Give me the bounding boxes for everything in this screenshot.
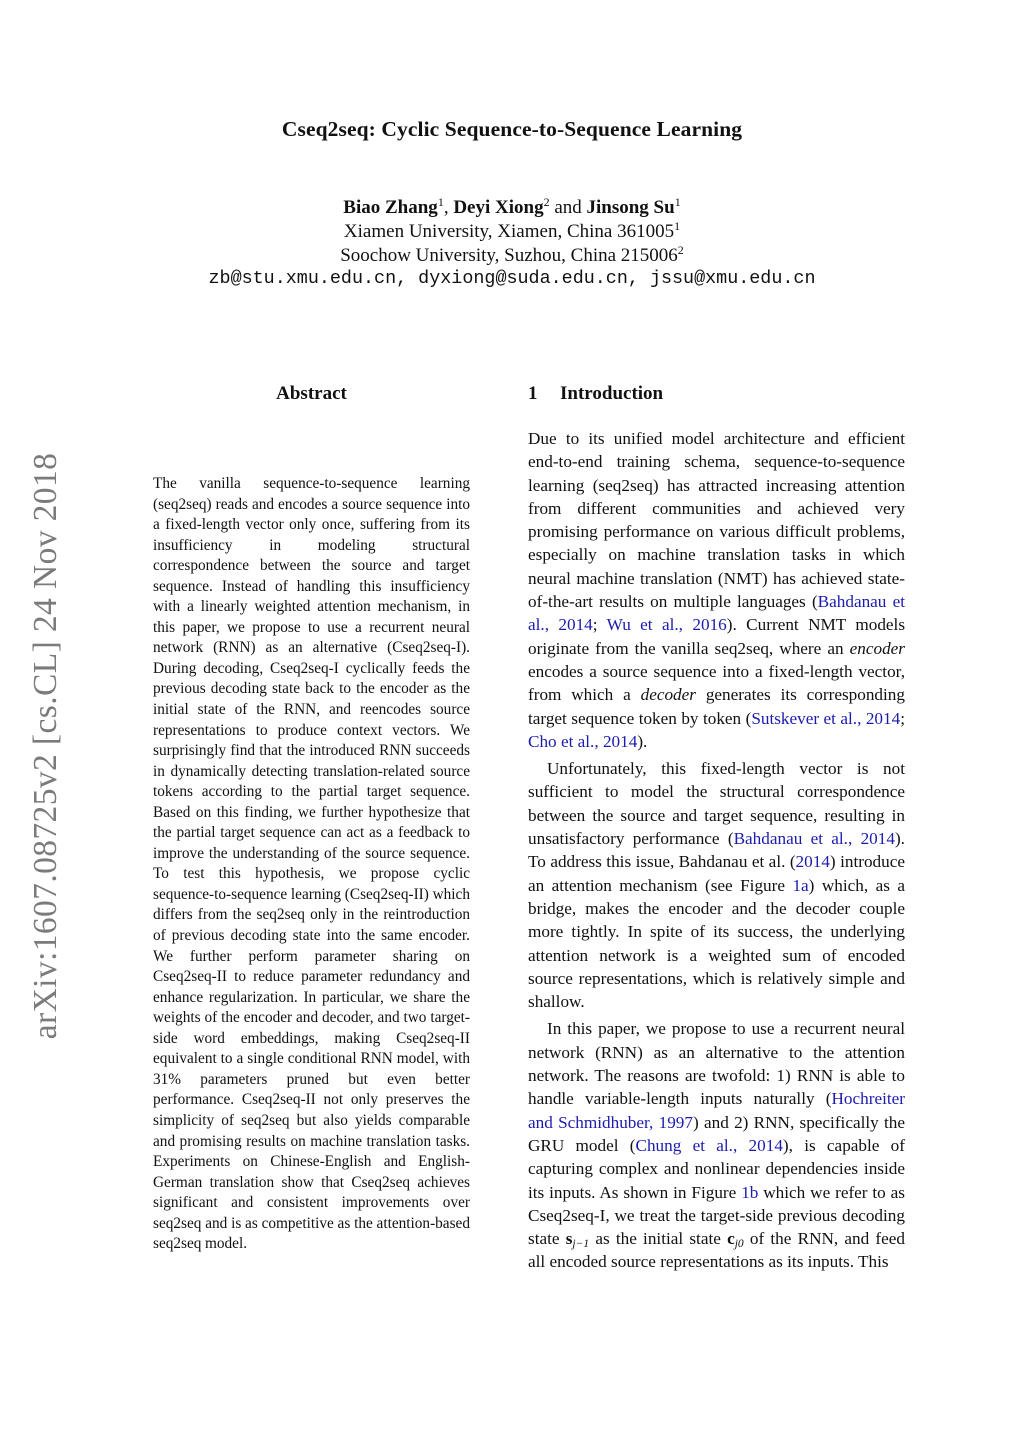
affiliation-mark: 2 bbox=[543, 195, 550, 209]
citation-link[interactable]: Bahdanau et al., 2014 bbox=[528, 592, 905, 635]
figure-link[interactable]: 1b bbox=[741, 1182, 759, 1202]
citation-link[interactable]: Chung et al., 2014 bbox=[635, 1135, 783, 1155]
arxiv-identifier-stamp: arXiv:1607.08725v2 [cs.CL] 24 Nov 2018 bbox=[27, 452, 64, 1040]
math-subscript: j−1 bbox=[572, 1238, 590, 1251]
text-run: encodes a source sequence into a fixed-length vector, from which a bbox=[528, 661, 905, 705]
text-run: ). bbox=[637, 731, 648, 751]
abstract-body: The vanilla sequence-to-sequence learning (seq2seq) reads and encodes a source sequence into a fixed-length vector only once, suffering from its insufficiency in modeling structural correspondence between the source and target sequence. Instead of handling this insufficiency with a linearly weighted attention mechanism, in this paper, we propose to use a recurrent neural network (RNN) as an alternative (Cseq2seq-I). During decoding, Cseq2seq-I cyclically feeds the previous decoding state back to the encoder as the initial state of the RNN, and reencodes source representations to produce context vectors. We surprisingly find that the introduced RNN succeeds in dynamically detecting translation-related source tokens according to the partial target sequence. Based on this finding, we further hypothesize that the partial target sequence can act as a feedback to improve the understanding of the source sequence. To test this hypothesis, we propose cyclic sequence-to-sequence learning (Cseq2seq-II) which differs from the seq2seq only in the reintroduction of previous decoding state into the same encoder. We further perform parameter sharing on Cseq2seq-II to reduce parameter redundancy and enhance regularization. In particular, we share the weights of the encoder and decoder, and two target-side word embeddings, making Cseq2seq-II equivalent to a single conditional RNN model, with 31% parameters pruned but even better performance. Cseq2seq-II not only preserves the simplicity of seq2seq but also yields comparable and promising results on machine translation tasks. Experiments on Chinese-English and English-German translation show that Cseq2seq achieves significant and consistent improvements over seq2seq and is as competitive as the attention-based seq2seq model. bbox=[153, 475, 470, 1253]
text-run: ) introduce an attention mechanism (see Figure bbox=[528, 852, 905, 895]
text-run: In this paper, we propose to use a recurrent neural network (RNN) as an alternative to the attention network. The reasons are twofold: 1) RNN is able to handle variable-length inputs naturally ( bbox=[528, 1019, 905, 1109]
figure-link[interactable]: 1a bbox=[792, 875, 809, 895]
affiliation-text: Soochow University, Suzhou, China 215006 bbox=[340, 245, 678, 266]
citation-link[interactable]: 2014 bbox=[795, 852, 830, 872]
paragraph bbox=[528, 427, 905, 753]
affiliation-line bbox=[0, 220, 1024, 244]
math-subscript: j0 bbox=[734, 1238, 744, 1251]
author-block bbox=[0, 196, 1024, 268]
citation-link[interactable]: Hochreiter and Schmidhuber, 1997 bbox=[528, 1089, 905, 1132]
section-number: 1 bbox=[528, 383, 538, 404]
section-title: Introduction bbox=[560, 383, 664, 404]
citation-link[interactable]: Wu et al., 2016 bbox=[606, 615, 727, 635]
emphasis: decoder bbox=[640, 685, 696, 705]
affiliation-mark: 1 bbox=[674, 195, 681, 209]
citation-link[interactable]: Sutskever et al., 2014 bbox=[751, 708, 901, 728]
text-run: of the RNN, and feed all encoded source representations as its inputs. This bbox=[528, 1229, 905, 1272]
introduction-body bbox=[528, 427, 905, 1274]
text-run: as the initial state bbox=[589, 1229, 728, 1249]
text-run: ). To address this issue, Bahdanau et al. ( bbox=[528, 829, 905, 872]
emphasis: encoder bbox=[849, 638, 905, 658]
affiliation-mark: 2 bbox=[677, 243, 684, 257]
affiliation-text: Xiamen University, Xiamen, China 361005 bbox=[343, 221, 675, 242]
author-name: Deyi Xiong bbox=[453, 197, 544, 218]
text-run: ) and 2) RNN, specifically the GRU model ( bbox=[528, 1112, 906, 1155]
citation-link[interactable]: Cho et al., 2014 bbox=[528, 731, 638, 751]
text-run: which we refer to as Cseq2seq-I, we treat the target-side previous decoding state bbox=[528, 1182, 905, 1249]
citation-link[interactable]: Bahdanau et al., 2014 bbox=[733, 829, 895, 849]
math-symbol: c bbox=[727, 1229, 735, 1249]
text-run: ; bbox=[900, 708, 905, 728]
section-heading-introduction bbox=[528, 383, 663, 405]
text-run: ). Current NMT models originate from the vanilla seq2seq, where an bbox=[528, 615, 906, 658]
author-name: Biao Zhang bbox=[343, 197, 438, 218]
paragraph bbox=[528, 1017, 905, 1273]
affiliation-mark: 1 bbox=[437, 195, 444, 209]
text-run: Due to its unified model architecture and efficient end-to-end training schema, sequence-to-sequence learning (seq2seq) has attracted increasing attention from different communities and achieved very promising performance on various difficult problems, especially on machine translation tasks in which neural machine translation (NMT) has achieved state-of-the-art results on multiple languages ( bbox=[528, 429, 905, 612]
author-separator: , bbox=[443, 197, 454, 218]
text-run: ; bbox=[592, 615, 607, 635]
paper-title: Cseq2seq: Cyclic Sequence-to-Sequence Learning bbox=[281, 117, 743, 141]
affiliation-mark: 1 bbox=[674, 219, 681, 233]
author-separator: and bbox=[549, 197, 587, 218]
affiliation-line bbox=[0, 244, 1024, 268]
author-names bbox=[0, 196, 1024, 220]
abstract-heading: Abstract bbox=[276, 383, 347, 404]
math-symbol: s bbox=[565, 1229, 573, 1249]
text-run: Unfortunately, this fixed-length vector is not sufficient to model the structural correspondence between the source and target sequence, resulting in unsatisfactory performance ( bbox=[528, 759, 905, 849]
text-run: ) which, as a bridge, makes the encoder and the decoder couple more tightly. In spite of its success, the underlying attention network is a weighted sum of encoded source representations, which is relatively simple and shallow. bbox=[528, 875, 905, 1012]
author-name: Jinsong Su bbox=[586, 197, 675, 218]
author-emails: zb@stu.xmu.edu.cn, dyxiong@suda.edu.cn, jssu@xmu.edu.cn bbox=[208, 268, 816, 289]
text-run: generates its corresponding target sequence token by token ( bbox=[528, 685, 905, 728]
paragraph bbox=[528, 757, 905, 1013]
text-run: ), is capable of capturing complex and nonlinear dependencies inside its inputs. As shown in Figure bbox=[528, 1135, 905, 1202]
